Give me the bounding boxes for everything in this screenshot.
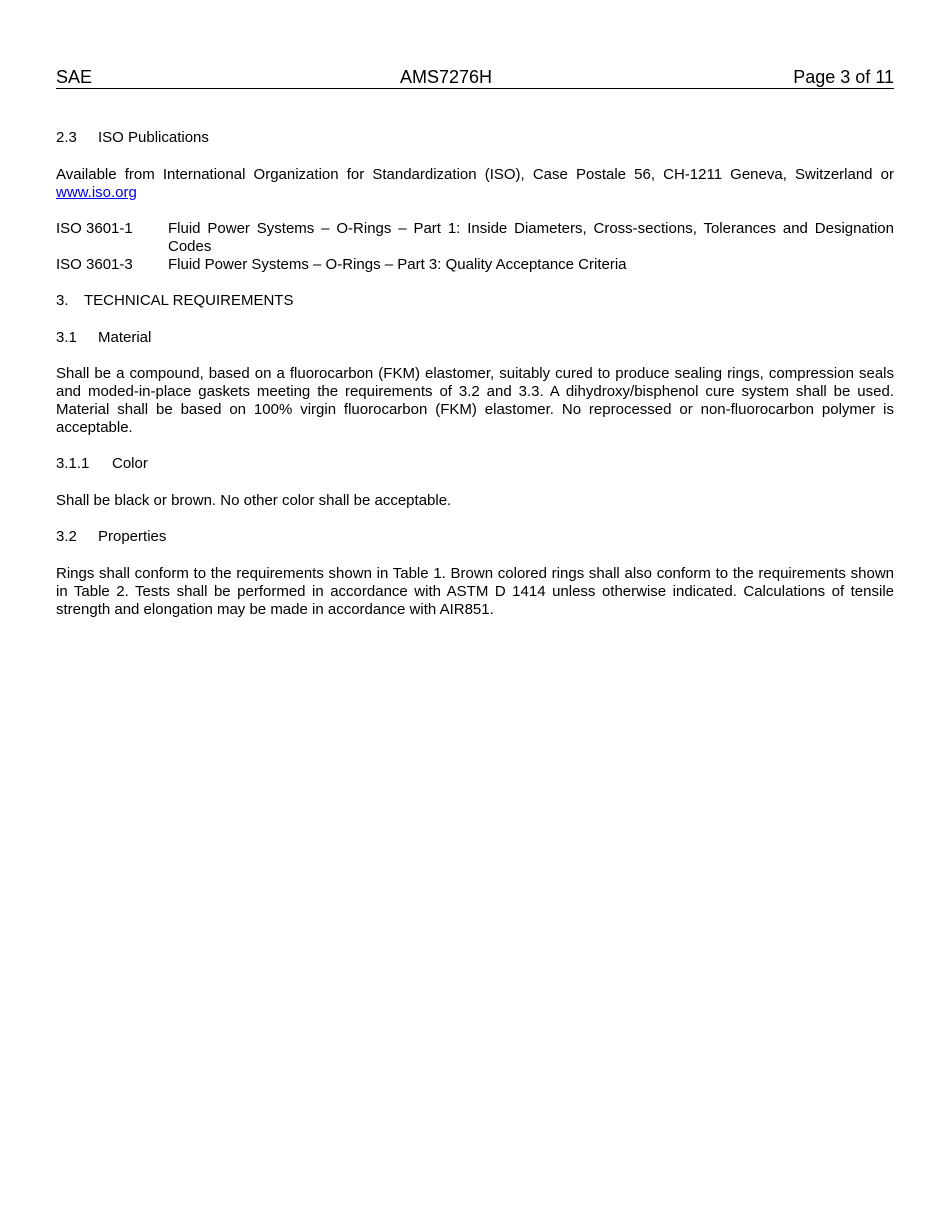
section-3-1-heading: [56, 329, 894, 347]
reference-id: ISO 3601-1: [56, 220, 133, 237]
header-document-number: AMS7276H: [400, 67, 493, 87]
section-title: ISO Publications: [98, 129, 209, 146]
reference-item: [56, 256, 894, 274]
section-number: 3.1.1: [56, 455, 90, 472]
section-number: 3.: [56, 292, 69, 309]
iso-reference-list: [56, 220, 894, 274]
section-3-1-1-body: Shall be black or brown. No other color shall be acceptable.: [56, 492, 452, 509]
header-organization: SAE: [56, 67, 93, 87]
section-title: Color: [112, 455, 148, 472]
section-title: Material: [98, 329, 152, 346]
header-page-number: Page 3 of 11: [793, 67, 894, 87]
section-number: 2.3: [56, 129, 77, 146]
section-3-2-body: Rings shall conform to the requirements shown in Table 1. Brown colored rings shall also conform to the requirements shown in Table 2. Tests shall be performed in accordance with ASTM D 1414 unless otherwise indicated. Calculations of tensile strength and elongation may be made in accordance with AIR851.: [56, 565, 894, 618]
reference-title: Fluid Power Systems – O-Rings – Part 1: Inside Diameters, Cross-sections, Tolerances and Designation Codes: [168, 220, 894, 255]
section-number: 3.1: [56, 329, 77, 346]
section-title: TECHNICAL REQUIREMENTS: [84, 292, 294, 309]
section-title: Properties: [98, 528, 167, 545]
reference-item: [56, 220, 894, 256]
reference-id: ISO 3601-3: [56, 256, 133, 273]
iso-website-link[interactable]: www.iso.org: [56, 184, 137, 201]
section-2-3-heading: [56, 129, 894, 147]
section-3-1-1-heading: [56, 455, 894, 473]
section-number: 3.2: [56, 528, 77, 545]
section-3-1-body: Shall be a compound, based on a fluorocarbon (FKM) elastomer, suitably cured to produce sealing rings, compression seals and moded-in-place gaskets meeting the requirements of 3.2 and 3.3. A dihydroxy/bisphenol cure system shall be used. Material shall be based on 100% virgin fluorocarbon (FKM) elastomer. No reprocessed or non-fluorocarbon polymer is acceptable.: [56, 365, 894, 436]
iso-availability-paragraph: [56, 166, 894, 202]
reference-title: Fluid Power Systems – O-Rings – Part 3: Quality Acceptance Criteria: [168, 256, 627, 273]
section-3-heading: [56, 292, 894, 310]
iso-availability-text: Available from International Organization for Standardization (ISO), Case Postale 56, CH-1211 Geneva, Switzerland or: [56, 166, 894, 183]
page-header: [56, 67, 894, 89]
section-3-2-heading: [56, 528, 894, 546]
